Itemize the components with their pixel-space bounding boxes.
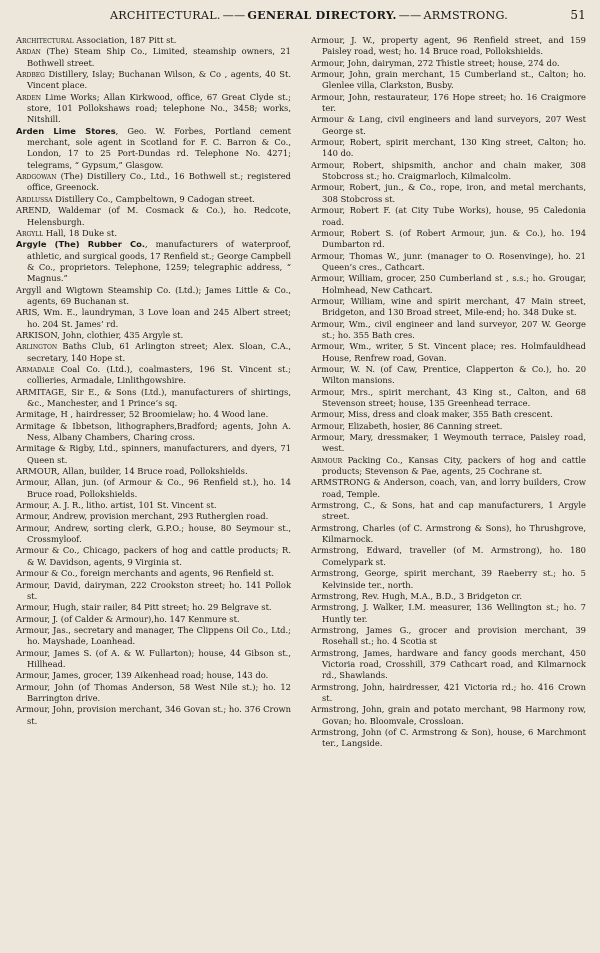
- directory-entry: [311, 182, 586, 205]
- directory-entry: [16, 171, 291, 194]
- directory-entry: [16, 602, 291, 613]
- directory-entry: [311, 387, 586, 410]
- entry-heading: Arden Lime Stores: [16, 125, 116, 136]
- running-head: [16, 8, 586, 26]
- directory-entry: [16, 511, 291, 522]
- entry-heading: Ardan: [16, 46, 41, 57]
- entry-text: Armour, John, provision merchant, 346 Govan st.; ho. 376 Crown st.: [16, 704, 291, 726]
- entry-text: Armour, William, wine and spirit merchant, 47 Main street, Bridgeton, and 130 Broad street, Mile-end; ho. 348 Duke st.: [311, 295, 586, 318]
- entry-text: Distillery Co., Campbeltown, 9 Cadogan street.: [52, 193, 255, 204]
- directory-entry: [16, 92, 291, 126]
- directory-entry: [311, 228, 586, 251]
- entry-text: (The) Steam Ship Co., Limited, steamship owners, 21 Bothwell street.: [27, 46, 291, 68]
- entry-text: Armstrong, J. Walker, I.M. measurer, 136 Wellington st.; ho. 7 Huntly ter.: [311, 602, 586, 624]
- entry-text: Armitage & Ibbetson, lithographers,Bradford; agents, John A. Ness, Albany Chambers, Charing cross.: [16, 420, 291, 443]
- directory-entry: [16, 126, 291, 171]
- entry-text: Armour, Andrew, sorting clerk, G.P.O.; house, 80 Seymour st., Crossmyloof.: [16, 522, 291, 545]
- directory-entry: [16, 341, 291, 364]
- directory-entry: [16, 568, 291, 579]
- entry-text: Armour, David, dairyman, 222 Crookston street; ho. 141 Pollok st.: [16, 579, 291, 601]
- directory-entry: [311, 432, 586, 455]
- entry-text: Argyll and Wigtown Steamship Co. (Ltd.); James Little & Co., agents, 69 Buchanan st.: [16, 284, 291, 306]
- directory-entry: [311, 160, 586, 183]
- entry-text: Armour, Mary, dressmaker, 1 Weymouth terrace, Paisley road, west.: [311, 432, 586, 454]
- directory-entry: [16, 545, 291, 568]
- header-title-mid: GENERAL DIRECTORY.: [247, 8, 397, 22]
- directory-entry: [311, 251, 586, 274]
- directory-entry: [16, 307, 291, 330]
- header-title-right: ARMSTRONG.: [423, 9, 509, 22]
- entry-text: Armstrong, George, spirit merchant, 39 Raeberry st.; ho. 5 Kelvinside ter., north.: [311, 568, 586, 590]
- entry-text: Baths Club, 61 Arlington street; Alex. Sloan, C.A., secretary, 140 Hope st.: [27, 341, 291, 363]
- entry-text: , Sir E., & Sons (Ltd.), manufacturers of shirtings, &c., Manchester, and 1 Prince’s sq.: [27, 386, 291, 408]
- directory-entry: [16, 614, 291, 625]
- directory-entry: [311, 648, 586, 682]
- entry-text: , manufacturers of waterproof, athletic, and surgical goods, 17 Renfield st.; George Campbell & Co., proprietors. Telephone, 1259; telegraphic address, “ Magnus.”: [27, 239, 292, 284]
- entry-text: (The) Distillery Co., Ltd., 16 Bothwell st.; registered office, Greenock.: [27, 171, 291, 193]
- left-column: [16, 35, 291, 750]
- entry-heading: ARMITAGE: [16, 386, 65, 397]
- entry-text: Armstrong, John (of C. Armstrong & Son), house, 6 Marchmont ter., Langside.: [311, 726, 586, 749]
- entry-heading: Argyle (The) Rubber Co.: [16, 239, 146, 250]
- directory-entry: [311, 273, 586, 296]
- entry-text: Armstrong, John, hairdresser, 421 Victoria rd.; ho. 416 Crown st.: [311, 681, 586, 703]
- entry-text: Armstrong, Edward, traveller (of M. Armstrong), ho. 180 Comelypark st.: [311, 545, 586, 567]
- entry-text: Armour, Wm., writer, 5 St. Vincent place; res. Holmfauldhead House, Renfrew road, Govan.: [311, 341, 586, 363]
- entry-text: Armour, W. N. (of Caw, Prentice, Clapperton & Co.), ho. 20 Wilton mansions.: [311, 363, 586, 386]
- directory-entry: [16, 364, 291, 387]
- entry-text: Armour, William, grocer, 250 Cumberland st , s.s.; ho. Grougar, Holmhead, New Cathcart.: [311, 273, 586, 295]
- entry-text: Lime Works; Allan Kirkwood, office, 67 Great Clyde st.; store, 101 Pollokshaws road; telephone No., 3458; works, Nitshill.: [27, 91, 291, 125]
- entry-text: Armour & Lang, civil engineers and land surveyors, 207 West George st.: [311, 114, 586, 136]
- directory-entry: [16, 228, 291, 239]
- directory-entry: [311, 455, 586, 478]
- directory-entry: [311, 682, 586, 705]
- entry-text: Armour, Thomas W., junr. (manager to O. Rosenvinge), ho. 21 Queen’s cres., Cathcart.: [311, 250, 586, 272]
- directory-entry: [311, 477, 586, 500]
- entry-text: Armstrong, John, grain and potato merchant, 98 Harmony row, Govan; ho. Bloomvale, Crossloan.: [311, 704, 586, 726]
- entry-text: Armour, James S. (of A. & W. Fullarton); house, 44 Gibson st., Hillhead.: [16, 647, 291, 669]
- entry-heading: ARMSTRONG: [311, 477, 371, 488]
- entry-text: Armour, John, dairyman, 272 Thistle street; house, 274 do.: [311, 57, 560, 68]
- directory-entry: [311, 523, 586, 546]
- directory-entry: [16, 648, 291, 671]
- directory-entry: [16, 285, 291, 308]
- directory-entry: [16, 194, 291, 205]
- entry-text: Armstrong, Charles (of C. Armstrong & Sons), ho Thrushgrove, Kilmarnock.: [311, 522, 586, 545]
- directory-entry: [311, 568, 586, 591]
- entry-text: Armour, Jas., secretary and manager, The Clippens Oil Co., Ltd.; ho. Mayshade, Loanhead.: [16, 624, 291, 647]
- directory-entry: [311, 69, 586, 92]
- entry-heading: Arlington: [16, 341, 58, 352]
- entry-text: , Geo. W. Forbes, Portland cement merchant, sole agent in Scotland for F. C. Barron & Co., London, 17 to 25 Port-Dundas rd. Telephone No. 4271; telegrams, “ Gypsum,” Glasgow.: [27, 125, 291, 170]
- directory-entry: [16, 46, 291, 69]
- directory-entry: [311, 421, 586, 432]
- directory-entry: [311, 545, 586, 568]
- entry-text: , Allan, builder, 14 Bruce road, Pollokshields.: [57, 466, 248, 477]
- entry-heading: Ardgowan: [16, 171, 57, 182]
- directory-entry: [311, 591, 586, 602]
- entry-text: Packing Co., Kansas City, packers of hog and cattle products; Stevenson & Pae, agents, 25 Cochrane st.: [322, 454, 586, 477]
- directory-entry: [16, 500, 291, 511]
- entry-heading: AREND: [16, 205, 49, 216]
- entry-text: Hall, 18 Duke st.: [43, 227, 117, 238]
- directory-entry: [311, 114, 586, 137]
- entry-text: Armstrong, C., & Sons, hat and cap manufacturers, 1 Argyle street.: [311, 500, 586, 522]
- entry-text: Armour, Mrs., spirit merchant, 43 King st., Calton, and 68 Stevenson street; house, 135 Greenhead terrace.: [311, 386, 586, 408]
- entry-heading: Ardlussa: [16, 193, 53, 204]
- entry-text: Armitage, H , hairdresser, 52 Broomielaw; ho. 4 Wood lane.: [16, 409, 269, 420]
- entry-text: Armour, Robert S. (of Robert Armour, jun. & Co.), ho. 194 Dumbarton rd.: [311, 227, 586, 250]
- entry-heading: Armadale: [16, 363, 55, 374]
- entry-text: Armour & Co., Chicago, packers of hog and cattle products; R. & W. Davidson, agents, 9 Virginia st.: [16, 545, 291, 567]
- directory-entry: [311, 137, 586, 160]
- entry-heading: Ardbeg: [16, 69, 45, 80]
- directory-entry: [311, 500, 586, 523]
- entry-heading: Armour: [311, 454, 343, 465]
- directory-entry: [311, 92, 586, 115]
- entry-text: Distillery, Islay; Buchanan Wilson, & Co , agents, 40 St. Vincent place.: [27, 69, 291, 91]
- directory-entry: [311, 205, 586, 228]
- directory-entry: [311, 625, 586, 648]
- entry-text: Armour, J. W., property agent, 96 Renfield street, and 159 Paisley road, west; ho. 14 Bruce road, Pollokshields.: [311, 35, 586, 57]
- directory-entry: [16, 466, 291, 477]
- directory-entry: [311, 35, 586, 58]
- directory-entry: [311, 602, 586, 625]
- entry-text: Armour, John, restaurateur, 176 Hope street; ho. 16 Craigmore ter.: [311, 91, 586, 114]
- entry-heading: Argyll: [16, 227, 44, 238]
- directory-entry: [16, 523, 291, 546]
- entry-text: , Waldemar (of M. Cosmack & Co.), ho. Redcote, Helensburgh.: [27, 205, 291, 227]
- entry-text: Armour, James, grocer, 139 Aikenhead road; house, 143 do.: [16, 670, 269, 681]
- directory-entry: [16, 35, 291, 46]
- running-head-title: ARCHITECTURAL. —— GENERAL DIRECTORY. —— ARMSTRONG.: [109, 8, 509, 22]
- entry-text: & Anderson, coach, van, and lorry builders, Crow road, Temple.: [322, 477, 586, 499]
- right-column: [311, 35, 586, 750]
- entry-text: Armour, John (of Thomas Anderson, 58 West Nile st.); ho. 12 Barrington drive.: [16, 681, 291, 703]
- directory-entry: [16, 409, 291, 420]
- directory-entry: [16, 625, 291, 648]
- entry-text: Armour, Robert, spirit merchant, 130 King street, Calton; ho. 140 do.: [311, 137, 586, 159]
- directory-entry: [311, 58, 586, 69]
- directory-entry: [16, 421, 291, 444]
- directory-entry: [16, 69, 291, 92]
- directory-entry: [311, 704, 586, 727]
- directory-entry: [311, 341, 586, 364]
- directory-entry: [311, 409, 586, 420]
- entry-text: Armour, J. (of Calder & Armour),ho. 147 Kenmure st.: [16, 613, 240, 624]
- entry-heading: ARKISON: [16, 329, 58, 340]
- header-title-left: ARCHITECTURAL.: [109, 9, 221, 22]
- directory-entry: [16, 682, 291, 705]
- entry-text: Armour, Elizabeth, hosier, 86 Canning street.: [311, 420, 503, 431]
- entry-text: Armour, Miss, dress and cloak maker, 355 Bath crescent.: [311, 409, 553, 420]
- directory-entry: [16, 239, 291, 284]
- entry-text: Armour, Andrew, provision merchant, 293 Rutherglen road.: [16, 511, 269, 522]
- directory-entry: [16, 205, 291, 228]
- directory-entry: [16, 387, 291, 410]
- entry-text: Armour, Robert F. (at City Tube Works), house, 95 Caledonia road.: [311, 205, 586, 227]
- entry-text: Armour, Allan, jun. (of Armour & Co., 96 Renfield st.), ho. 14 Bruce road, Pollokshields.: [16, 477, 291, 499]
- entry-text: Association, 187 Pitt st.: [73, 35, 177, 45]
- directory-entry: [16, 580, 291, 603]
- directory-entry: [311, 319, 586, 342]
- entry-text: Armour, Robert, jun., & Co., rope, iron, and metal merchants, 308 Stobcross st.: [311, 182, 586, 204]
- directory-entry: [16, 670, 291, 681]
- entry-text: , John, clothier, 435 Argyle st.: [57, 329, 184, 340]
- directory-entry: [16, 443, 291, 466]
- directory-entry: [16, 477, 291, 500]
- entry-heading: ARIS: [16, 307, 38, 318]
- directory-entry: [311, 296, 586, 319]
- entry-text: Coal Co. (Ltd.), coalmasters, 196 St. Vincent st.; collieries, Armadale, Linlithgowshire.: [27, 363, 291, 386]
- entry-text: Armour, Robert, shipsmith, anchor and chain maker, 308 Stobcross st.; ho. Craigmarloch, Kilmalcolm.: [311, 159, 586, 182]
- entry-text: , Wm. E., laundryman, 3 Love loan and 245 Albert street; ho. 204 St. James’ rd.: [27, 307, 291, 329]
- entry-text: Armour, A. J. R., litho. artist, 101 St. Vincent st.: [16, 500, 217, 511]
- entry-text: Armstrong, James, hardware and fancy goods merchant, 450 Victoria road, Crosshill, 379 Cathcart road, and Kilmarnock rd., Shawlands.: [311, 647, 586, 681]
- entry-text: Armour, Wm., civil engineer and land surveyor, 207 W. George st.; ho. 355 Bath cres.: [311, 318, 586, 340]
- entry-heading: Arden: [16, 91, 41, 102]
- entry-text: Armour, Hugh, stair railer, 84 Pitt street; ho. 29 Belgrave st.: [16, 602, 272, 613]
- entry-text: Armour, John, grain merchant, 15 Cumberland st., Calton; ho. Glenlee villa, Clarkston, Busby.: [311, 69, 586, 91]
- directory-entry: [16, 330, 291, 341]
- entry-heading: ARMOUR: [16, 466, 58, 477]
- entry-text: Armstrong, James G., grocer and provision merchant, 39 Rosehall st.; ho. 4 Scotia st: [311, 624, 586, 647]
- directory-columns: [16, 35, 586, 750]
- directory-entry: [311, 364, 586, 387]
- entry-text: Armour & Co., foreign merchants and agents, 96 Renfield st.: [16, 568, 275, 579]
- directory-entry: [16, 704, 291, 727]
- directory-entry: [311, 727, 586, 750]
- entry-text: Armstrong, Rev. Hugh, M.A., B.D., 3 Bridgeton cr.: [311, 590, 522, 601]
- entry-heading: Architectural: [16, 35, 74, 45]
- entry-text: Armitage & Rigby, Ltd., spinners, manufacturers, and dyers, 71 Queen st.: [16, 443, 291, 465]
- page-number: 51: [570, 8, 586, 22]
